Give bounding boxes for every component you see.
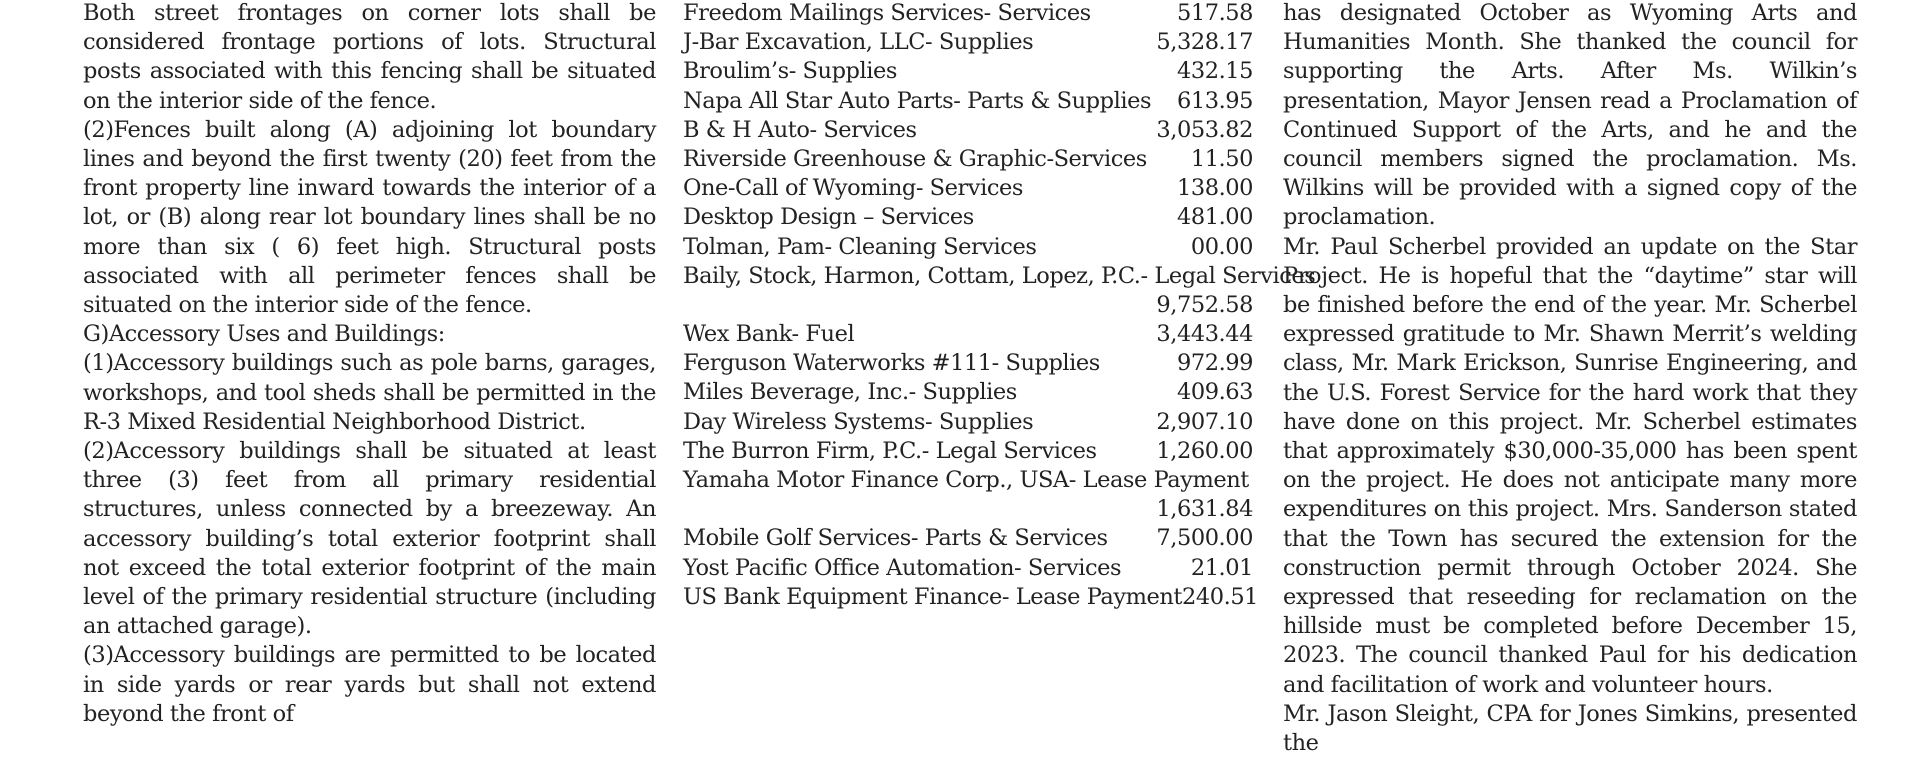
voucher-vendor: Napa All Star Auto Parts- Parts & Supplies [683,87,1152,114]
paragraph-accessory-building-setback: (2)Accessory buildings shall be situated at least three (3) feet from all primary residential structures, unless connected by a breezeway. An accessory building’s total exterior footprint shall not exceed the total exterior footprint of the main level of the primary residential structure (including an attached garage). [83,438,656,640]
voucher-amount: 21.01 [1190,554,1253,581]
voucher-vendor: Ferguson Waterworks #111- Supplies [683,350,1100,377]
voucher-row [683,349,1253,378]
paragraph-star-project-update: Mr. Paul Scherbel provided an update on the Star Project. He is hopeful that the “daytime” star will be finished before the end of the year. Mr. Scherbel expressed gratitude to Mr. Shawn Merrit’s welding class, Mr. Mark Erickson, Sunrise Engineering, and the U.S. Forest Service for the hard work that they have done on this project. Mr. Scherbel estimates that approximately $30,000-35,000 has been spent on the project. He does not anticipate many more expenditures on this project. Mrs. Sanderson stated that the Town has secured the extension for the construction permit through October 2024. She expressed that reseeding for reclamation on the hillside must be completed before December 15, 2023. The council thanked Paul for his dedication and facilitation of work and volunteer hours. [1283,233,1857,698]
voucher-vendor: Freedom Mailings Services- Services [683,0,1091,26]
voucher-row [683,174,1253,203]
voucher-amount: 7,500.00 [1156,525,1253,552]
voucher-row [683,524,1253,553]
voucher-amount: 517.58 [1176,0,1253,26]
voucher-row [683,145,1253,174]
voucher-vendor: Wex Bank- Fuel [683,321,855,348]
voucher-row [683,437,1253,466]
voucher-amount: 2,907.10 [1156,408,1253,435]
voucher-amount: 432.15 [1176,58,1253,85]
voucher-amount: 00.00 [1190,233,1253,260]
paragraph-fence-height-limits: (2)Fences built along (A) adjoining lot boundary lines and beyond the first twenty (20) feet from the front property line inward towards the interior of a lot, or (B) along rear lot boundary lines shall be no more than six ( 6) feet high. Structural posts associated with all perimeter fences shall be situated on the interior side of the fence. [83,116,656,319]
voucher-vendor: J-Bar Excavation, LLC- Supplies [683,29,1034,56]
voucher-vendor: Yost Pacific Office Automation- Services [683,554,1122,581]
voucher-amount: 972.99 [1176,350,1253,377]
voucher-vendor: Tolman, Pam- Cleaning Services [683,233,1037,260]
voucher-row [683,408,1253,437]
voucher-amount: 138.00 [1176,175,1253,202]
paragraph-accessory-building-location: (3)Accessory buildings are permitted to be located in side yards or rear yards but shall not extend beyond the front of [83,642,656,727]
voucher-vendor: Desktop Design – Services [683,204,974,231]
voucher-amount: 3,053.82 [1156,116,1253,143]
voucher-row [683,87,1253,116]
voucher-vendor: The Burron Firm, P.C.- Legal Services [683,437,1097,464]
voucher-row [683,378,1253,407]
voucher-row [683,320,1253,349]
voucher-row [683,583,1259,612]
voucher-row [683,233,1253,262]
right-column [1283,0,1857,758]
voucher-vendor: Miles Beverage, Inc.- Supplies [683,379,1017,406]
paragraph-corner-lot-frontages: Both street frontages on corner lots shall be considered frontage portions of lots. Structural posts associated with this fencing shall be situated on the interior side of the fence. [83,0,656,114]
voucher-amount: 1,260.00 [1156,437,1253,464]
voucher-amount: 5,328.17 [1156,29,1253,56]
voucher-amount: 3,443.44 [1156,321,1253,348]
voucher-vendor: One-Call of Wyoming- Services [683,175,1023,202]
left-column [83,0,656,729]
voucher-list [683,0,1316,612]
voucher-row [683,28,1253,57]
paragraph-accessory-buildings-permitted: (1)Accessory buildings such as pole barns, garages, workshops, and tool sheds shall be permitted in the R-3 Mixed Residential Neighborhood District. [83,350,656,435]
voucher-vendor: Day Wireless Systems- Supplies [683,408,1034,435]
voucher-row [683,116,1253,145]
paragraph-audit-presentation: Mr. Jason Sleight, CPA for Jones Simkins, presented the [1283,700,1857,757]
voucher-amount: 409.63 [1176,379,1253,406]
voucher-vendor: B & H Auto- Services [683,116,917,143]
voucher-vendor: Baily, Stock, Harmon, Cottam, Lopez, P.C.- Legal Services [683,262,1316,289]
voucher-row [683,57,1253,86]
section-heading-accessory-uses: G)Accessory Uses and Buildings: [83,321,445,348]
voucher-amount: 9,752.58 [1156,291,1253,318]
voucher-vendor: Mobile Golf Services- Parts & Services [683,525,1108,552]
voucher-row [683,203,1253,232]
paragraph-arts-month-proclamation: has designated October as Wyoming Arts and Humanities Month. She thanked the council for supporting the Arts. After Ms. Wilkin’s presentation, Mayor Jensen read a Proclamation of Continued Support of the Arts, and he and the council members signed the proclamation. Ms. Wilkins will be provided with a signed copy of the proclamation. [1283,0,1857,231]
voucher-amount: 11.50 [1190,145,1253,172]
voucher-amount: 1,631.84 [1156,496,1253,523]
voucher-vendor: US Bank Equipment Finance- Lease Payment [683,583,1183,610]
voucher-amount: 481.00 [1176,204,1253,231]
voucher-row [683,554,1253,583]
voucher-amount: 613.95 [1176,87,1253,114]
voucher-amount: 240.51 [1182,583,1259,610]
voucher-vendor: Riverside Greenhouse & Graphic-Services [683,145,1147,172]
voucher-vendor: Yamaha Motor Finance Corp., USA- Lease Payment [683,467,1249,493]
voucher-row [683,0,1253,28]
voucher-vendor: Broulim’s- Supplies [683,58,897,85]
